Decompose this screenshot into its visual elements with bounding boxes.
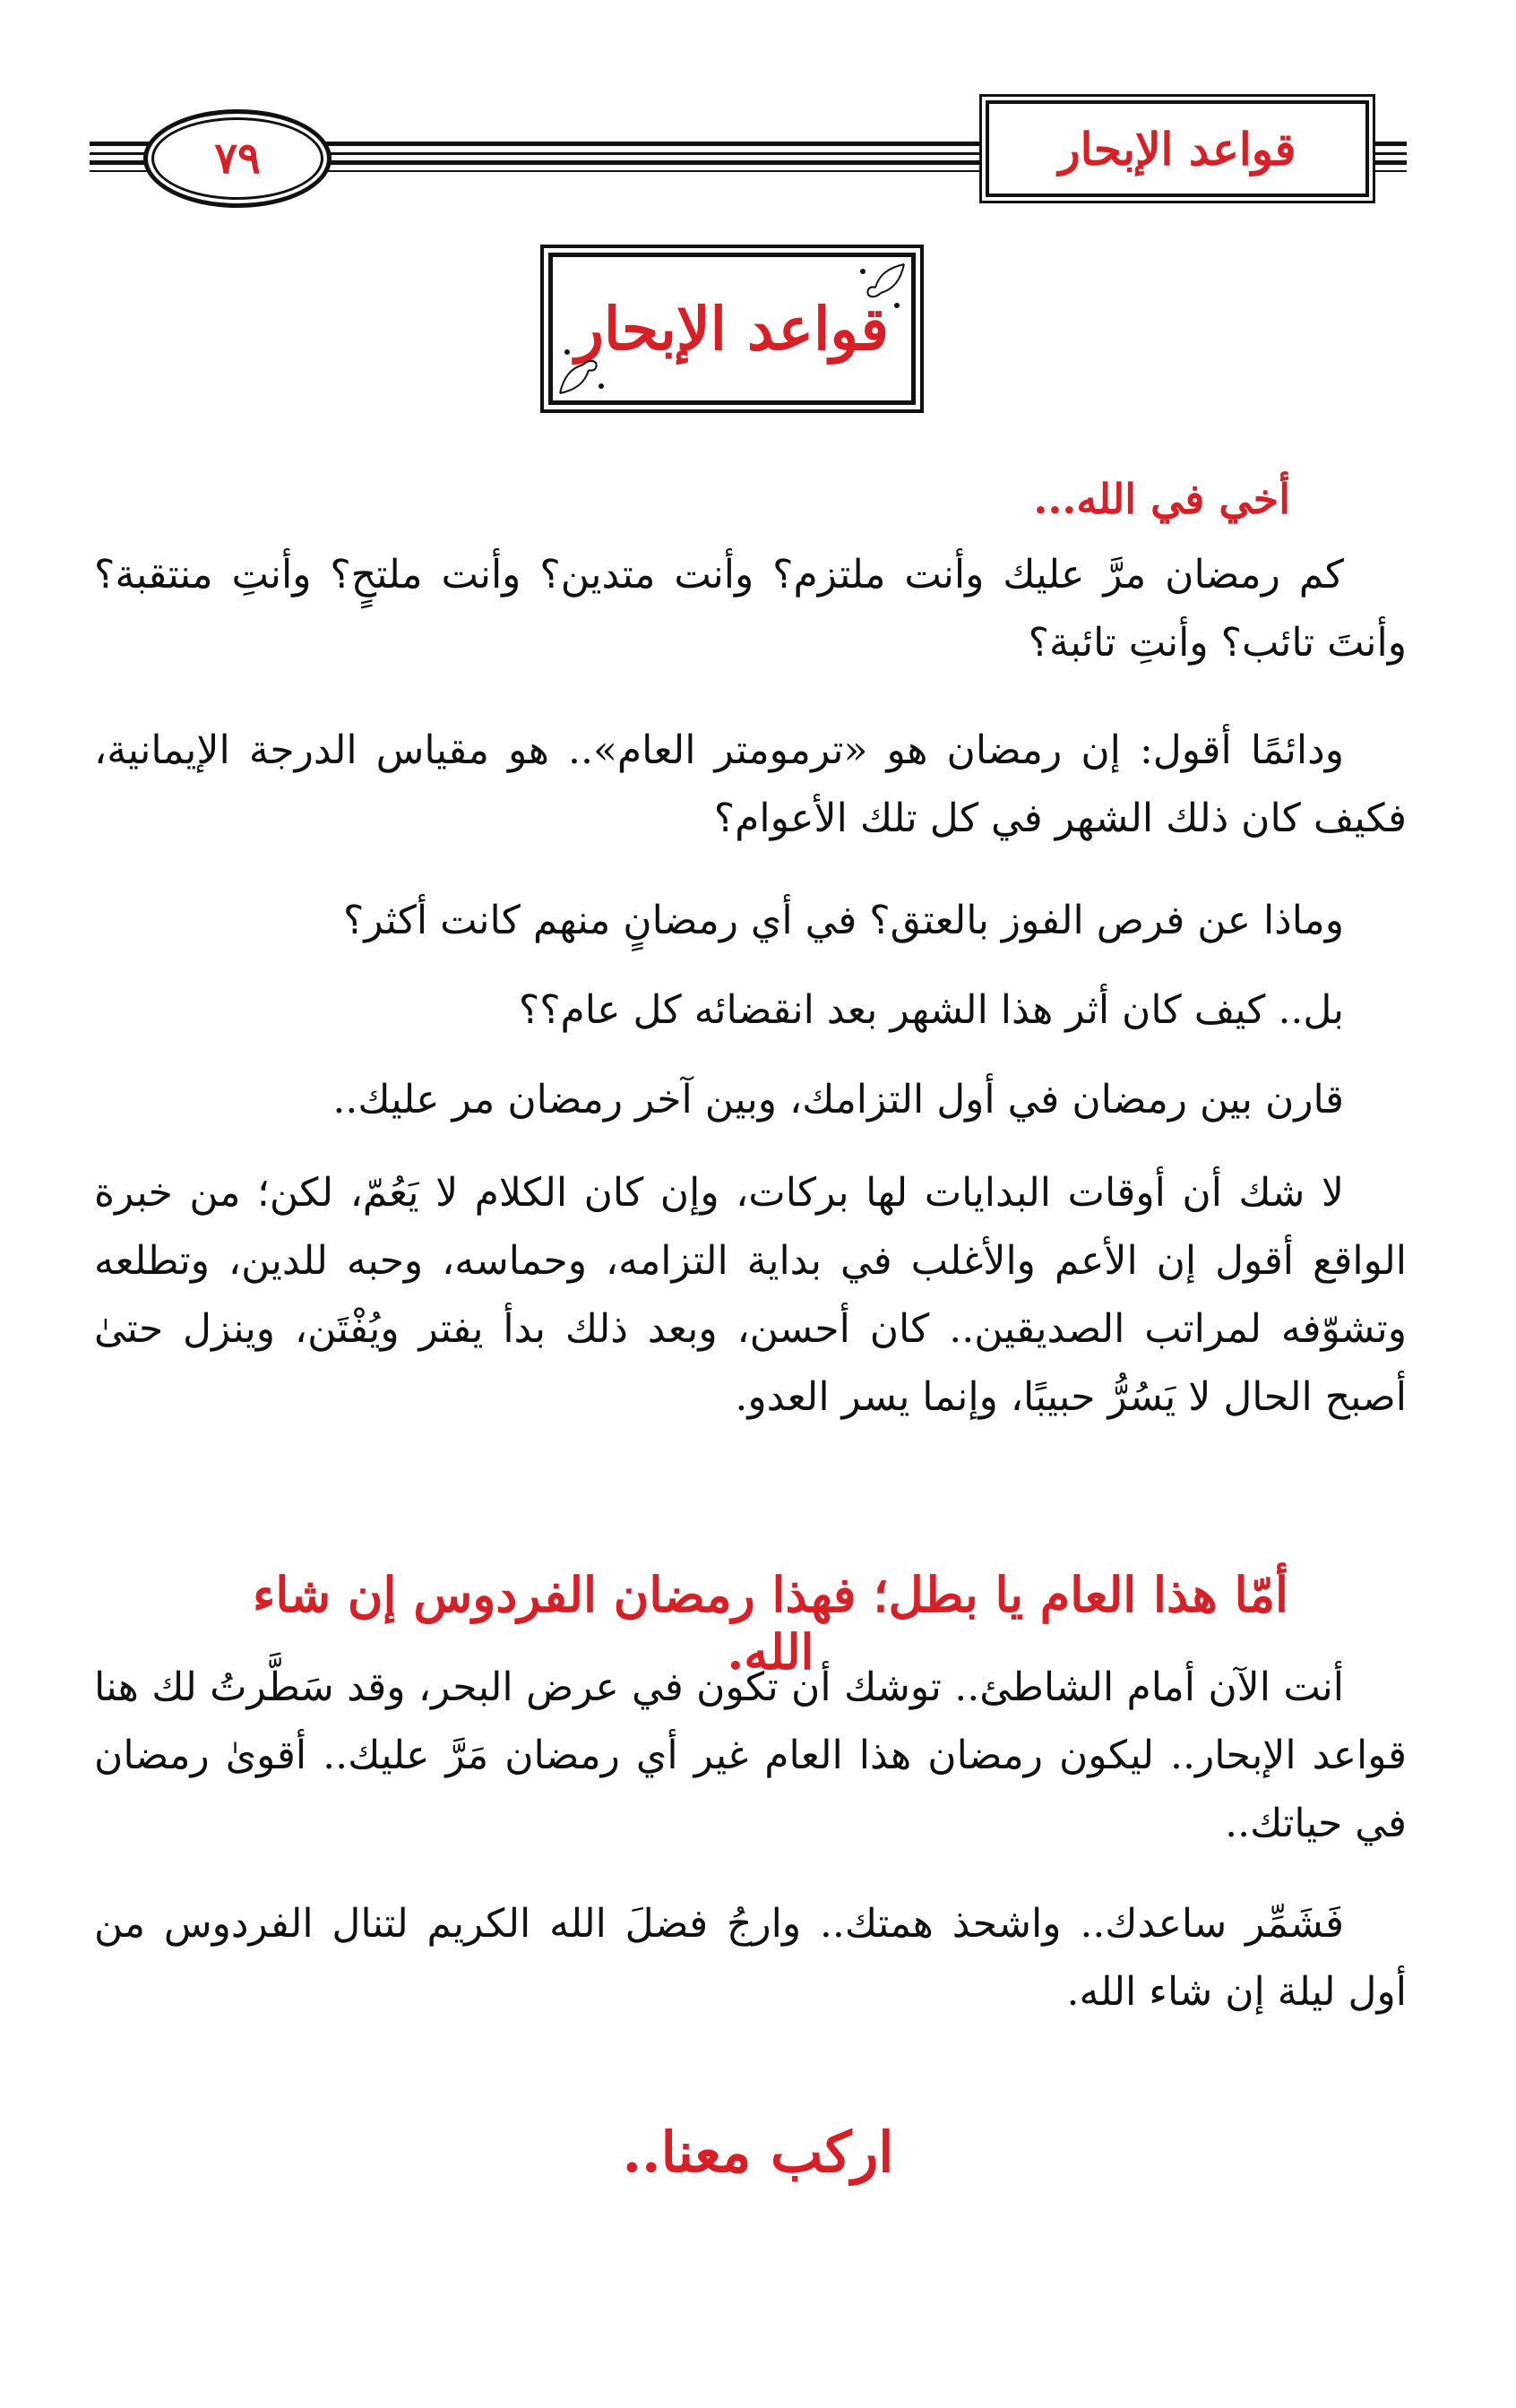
paragraph: فَشَمِّر ساعدك.. واشحذ همتك.. وارجُ فضلَ الله الكريم لتنال الفردوس من أول ليلة إن شاء الله. — [94, 1901, 1407, 2015]
salutation: أخي في الله... — [1033, 475, 1290, 523]
running-title-box — [986, 100, 1369, 197]
paragraph: كم رمضان مرَّ عليك وأنت ملتزم؟ وأنت متدين؟ وأنت ملتحٍ؟ وأنتِ منتقبة؟ وأنتَ تائب؟ وأنتِ تائبة؟ — [94, 552, 1407, 666]
closing-line: اركب معنا.. — [622, 2120, 894, 2185]
chapter-title-box — [548, 253, 916, 405]
paragraph: أنت الآن أمام الشاطئ.. توشك أن تكون في عرض البحر، وقد سَطَّرتُ لك هنا قواعد الإبحار.. ليكون رمضان هذا العام غير أي رمضان مَرَّ عليك.. أقوىٰ رمضان في حياتك.. — [94, 1664, 1407, 1846]
paragraph: لا شك أن أوقات البدايات لها بركات، وإن كان الكلام لا يَعُمّ، لكن؛ من خبرة الواقع أقول إن الأعم والأغلب في بداية التزامه، وحماسه، وحبه للدين، وتطلعه وتشوّفه لمراتب الصديقين.. كان أحسن، وبعد ذلك بدأ يفتر ويُفْتَن، وينزل حتىٰ أصبح الحال لا يَسُرُّ حبيبًا، وإنما يسر العدو. — [94, 1170, 1407, 1420]
chapter-title: قواعد الإبحار — [575, 294, 889, 364]
highlight-statement: أمّا هذا العام يا بطل؛ فهذا رمضان الفردوس إن شاء الله. — [252, 1566, 1289, 1681]
floral-ornament-icon — [843, 262, 906, 325]
paragraph: بل.. كيف كان أثر هذا الشهر بعد انقضائه كل عام؟؟ — [518, 987, 1344, 1033]
paragraph: ودائمًا أقول: إن رمضان هو «ترمومتر العام».. هو مقياس الدرجة الإيمانية، فكيف كان ذلك الشهر في كل تلك الأعوام؟ — [94, 727, 1407, 841]
page-number: ٧٩ — [214, 133, 261, 184]
paragraph: قارن بين رمضان في أول التزامك، وبين آخر رمضان مر عليك.. — [332, 1077, 1344, 1122]
floral-ornament-icon — [558, 332, 621, 395]
paragraph: وماذا عن فرص الفوز بالعتق؟ في أي رمضانٍ منهم كانت أكثر؟ — [343, 898, 1344, 943]
page-number-badge — [143, 109, 332, 208]
running-title: قواعد الإبحار — [1058, 122, 1296, 176]
